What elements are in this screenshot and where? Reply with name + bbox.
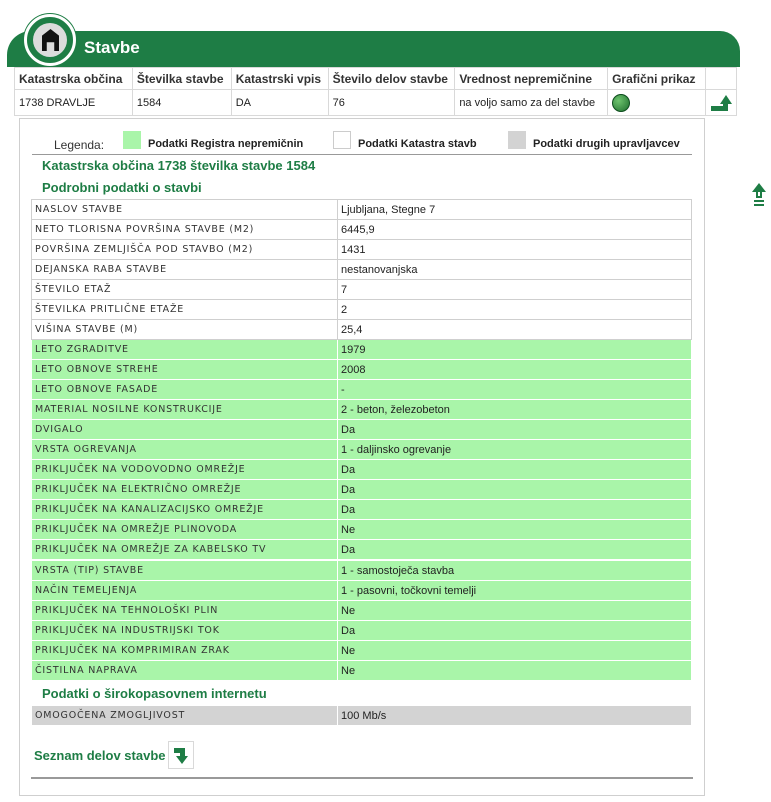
details-heading: Podrobni podatki o stavbi: [42, 180, 202, 195]
detail-row: [32, 480, 692, 500]
detail-value: 2: [338, 300, 692, 320]
detail-label: ŠTEVILO ETAŽ: [32, 280, 338, 300]
legend: [32, 131, 692, 155]
building-number-cell: 1584: [132, 90, 231, 116]
divider: [31, 777, 693, 779]
detail-label: LETO OBNOVE STREHE: [32, 360, 338, 380]
detail-value: Da: [338, 460, 692, 480]
detail-row: [32, 220, 692, 240]
detail-row: [32, 200, 692, 220]
building-heading: Katastrska občina 1738 številka stavbe 1584: [42, 158, 316, 173]
detail-row: [32, 500, 692, 520]
detail-row: [32, 581, 692, 601]
detail-label: DVIGALO: [32, 420, 338, 440]
detail-label: NETO TLORISNA POVRŠINA STAVBE (M2): [32, 220, 338, 240]
column-header: Katastrski vpis: [231, 68, 328, 90]
cadastral-municipality-cell: 1738 DRAVLJE: [15, 90, 133, 116]
detail-label: NAČIN TEMELJENJA: [32, 581, 338, 601]
detail-label: OMOGOČENA ZMOGLJIVOST: [32, 706, 338, 726]
details-table-extra: [31, 560, 692, 681]
detail-row: [32, 540, 692, 560]
detail-value: 6445,9: [338, 220, 692, 240]
detail-value: 2008: [338, 360, 692, 380]
detail-row: [32, 380, 692, 400]
legend-swatch-cadastre: [333, 131, 351, 149]
detail-value: Ne: [338, 520, 692, 540]
collapse-arrow-icon[interactable]: [711, 95, 731, 111]
detail-label: PRIKLJUČEK NA ELEKTRIČNO OMREŽJE: [32, 480, 338, 500]
detail-label: DEJANSKA RABA STAVBE: [32, 260, 338, 280]
globe-map-icon[interactable]: [612, 94, 630, 112]
collapse-cell: [705, 90, 736, 116]
detail-value: Ljubljana, Stegne 7: [338, 200, 692, 220]
detail-row: [32, 340, 692, 360]
column-header: Grafični prikaz: [608, 68, 706, 90]
detail-row: [32, 601, 692, 621]
detail-value: 1 - pasovni, točkovni temelji: [338, 581, 692, 601]
parts-count-cell: 76: [328, 90, 455, 116]
buildings-summary-table: [14, 67, 737, 116]
legend-text-cadastre: Podatki Katastra stavb: [358, 138, 477, 150]
detail-row: [32, 440, 692, 460]
legend-swatch-register: [123, 131, 141, 149]
detail-label: PRIKLJUČEK NA TEHNOLOŠKI PLIN: [32, 601, 338, 621]
detail-row: [32, 641, 692, 661]
detail-label: ŠTEVILKA PRITLIČNE ETAŽE: [32, 300, 338, 320]
detail-row: [32, 280, 692, 300]
detail-label: VIŠINA STAVBE (M): [32, 320, 338, 340]
detail-row: [32, 300, 692, 320]
detail-value: 1431: [338, 240, 692, 260]
legend-label: Legenda:: [54, 138, 105, 152]
detail-value: 1 - samostoječa stavba: [338, 561, 692, 581]
detail-value: 7: [338, 280, 692, 300]
detail-value: Ne: [338, 661, 692, 681]
building-parts-link[interactable]: Seznam delov stavbe: [34, 748, 166, 763]
detail-value: Ne: [338, 601, 692, 621]
detail-row: [32, 520, 692, 540]
detail-row: [32, 460, 692, 480]
expand-parts-button[interactable]: [168, 741, 194, 769]
detail-value: Da: [338, 500, 692, 520]
column-header: Katastrska občina: [15, 68, 133, 90]
detail-label: LETO ZGRADITVE: [32, 340, 338, 360]
detail-row: [32, 561, 692, 581]
scroll-top-icon[interactable]: [752, 183, 766, 209]
detail-value: Da: [338, 480, 692, 500]
detail-value: Da: [338, 420, 692, 440]
detail-value: Da: [338, 540, 692, 560]
column-header: Število delov stavbe: [328, 68, 455, 90]
detail-label: MATERIAL NOSILNE KONSTRUKCIJE: [32, 400, 338, 420]
property-value-cell: na voljo samo za del stavbe: [455, 90, 608, 116]
detail-label: POVRŠINA ZEMLJIŠČA POD STAVBO (M2): [32, 240, 338, 260]
detail-row: [32, 260, 692, 280]
detail-label: VRSTA (TIP) STAVBE: [32, 561, 338, 581]
legend-swatch-other: [508, 131, 526, 149]
section-title: Stavbe: [84, 38, 140, 57]
detail-label: PRIKLJUČEK NA VODOVODNO OMREŽJE: [32, 460, 338, 480]
detail-row: [32, 400, 692, 420]
internet-heading: Podatki o širokopasovnem internetu: [42, 686, 267, 701]
graphic-view-cell: [608, 90, 706, 116]
detail-row: [32, 320, 692, 340]
details-table: [31, 199, 692, 560]
detail-row: [32, 706, 692, 726]
detail-label: LETO OBNOVE FASADE: [32, 380, 338, 400]
detail-row: [32, 420, 692, 440]
detail-row: [32, 240, 692, 260]
column-header-empty: [705, 68, 736, 90]
legend-text-register: Podatki Registra nepremičnin: [148, 138, 304, 150]
detail-label: PRIKLJUČEK NA OMREŽJE ZA KABELSKO TV: [32, 540, 338, 560]
legend-text-other: Podatki drugih upravljavcev: [533, 138, 680, 150]
detail-label: PRIKLJUČEK NA KOMPRIMIRAN ZRAK: [32, 641, 338, 661]
expand-arrow-icon: [174, 748, 190, 764]
detail-label: PRIKLJUČEK NA KANALIZACIJSKO OMREŽJE: [32, 500, 338, 520]
detail-value: Ne: [338, 641, 692, 661]
detail-value: 1979: [338, 340, 692, 360]
detail-value: 25,4: [338, 320, 692, 340]
detail-label: NASLOV STAVBE: [32, 200, 338, 220]
house-icon: [24, 14, 76, 66]
internet-table: [31, 705, 692, 726]
column-header: Vrednost nepremičnine: [455, 68, 608, 90]
detail-value: 2 - beton, železobeton: [338, 400, 692, 420]
column-header: Številka stavbe: [132, 68, 231, 90]
detail-label: VRSTA OGREVANJA: [32, 440, 338, 460]
detail-row: [32, 360, 692, 380]
detail-value: nestanovanjska: [338, 260, 692, 280]
detail-row: [32, 661, 692, 681]
detail-row: [32, 621, 692, 641]
cadastral-entry-cell: DA: [231, 90, 328, 116]
detail-value: 100 Mb/s: [338, 706, 692, 726]
detail-value: 1 - daljinsko ogrevanje: [338, 440, 692, 460]
detail-value: -: [338, 380, 692, 400]
detail-label: PRIKLJUČEK NA INDUSTRIJSKI TOK: [32, 621, 338, 641]
detail-label: ČISTILNA NAPRAVA: [32, 661, 338, 681]
detail-value: Da: [338, 621, 692, 641]
detail-label: PRIKLJUČEK NA OMREŽJE PLINOVODA: [32, 520, 338, 540]
